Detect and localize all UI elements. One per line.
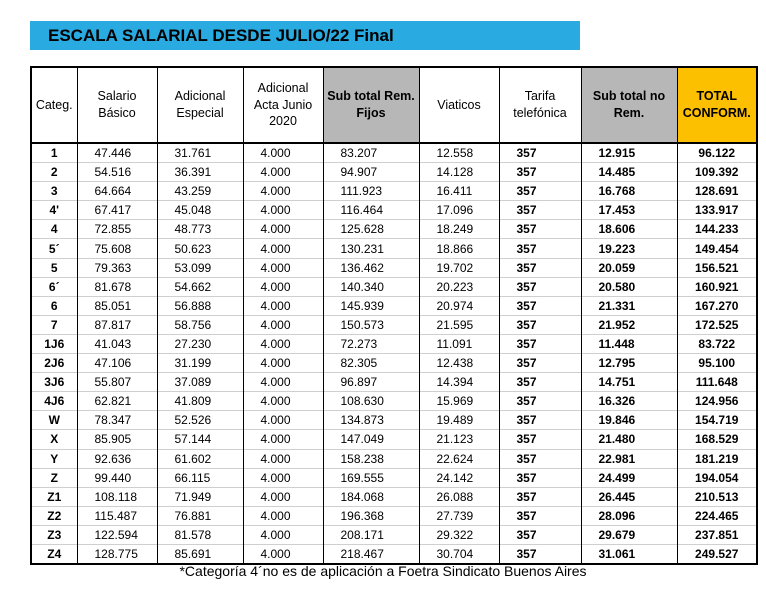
salary-scale-table [30, 66, 758, 565]
header-adicional-acta: Adicional Acta Junio 2020 [243, 67, 323, 143]
cell-categ: 2 [31, 163, 77, 182]
cell-adicional-acta: 4.000 [243, 487, 323, 506]
cell-viaticos: 21.123 [419, 430, 499, 449]
table-row [31, 201, 757, 220]
cell-subtotal-rem: 145.939 [323, 296, 419, 315]
cell-salario-basico: 47.106 [77, 354, 157, 373]
cell-categ: 4' [31, 201, 77, 220]
cell-salario-basico: 64.664 [77, 182, 157, 201]
cell-salario-basico: 122.594 [77, 525, 157, 544]
cell-adicional-especial: 53.099 [157, 258, 243, 277]
cell-subtotal-no-rem: 11.448 [581, 334, 677, 353]
cell-tarifa: 357 [499, 373, 581, 392]
cell-adicional-especial: 66.115 [157, 468, 243, 487]
cell-adicional-especial: 37.089 [157, 373, 243, 392]
cell-adicional-acta: 4.000 [243, 506, 323, 525]
cell-categ: 4J6 [31, 392, 77, 411]
table-row [31, 373, 757, 392]
cell-tarifa: 357 [499, 544, 581, 564]
cell-categ: 2J6 [31, 354, 77, 373]
cell-tarifa: 357 [499, 525, 581, 544]
cell-tarifa: 357 [499, 296, 581, 315]
header-viaticos: Viaticos [419, 67, 499, 143]
cell-salario-basico: 115.487 [77, 506, 157, 525]
cell-adicional-acta: 4.000 [243, 163, 323, 182]
cell-total-conform: 133.917 [677, 201, 757, 220]
cell-viaticos: 17.096 [419, 201, 499, 220]
header-tarifa-telefonica: Tarifa telefónica [499, 67, 581, 143]
cell-salario-basico: 55.807 [77, 373, 157, 392]
table-row [31, 334, 757, 353]
cell-subtotal-no-rem: 17.453 [581, 201, 677, 220]
cell-categ: Z4 [31, 544, 77, 564]
cell-adicional-acta: 4.000 [243, 354, 323, 373]
cell-subtotal-no-rem: 12.915 [581, 143, 677, 163]
cell-adicional-acta: 4.000 [243, 449, 323, 468]
cell-categ: W [31, 411, 77, 430]
cell-adicional-especial: 61.602 [157, 449, 243, 468]
cell-subtotal-no-rem: 16.326 [581, 392, 677, 411]
cell-tarifa: 357 [499, 430, 581, 449]
table-row [31, 220, 757, 239]
cell-categ: Z2 [31, 506, 77, 525]
cell-adicional-especial: 50.623 [157, 239, 243, 258]
cell-tarifa: 357 [499, 487, 581, 506]
table-row [31, 354, 757, 373]
cell-adicional-especial: 57.144 [157, 430, 243, 449]
cell-adicional-acta: 4.000 [243, 296, 323, 315]
cell-subtotal-rem: 196.368 [323, 506, 419, 525]
cell-tarifa: 357 [499, 182, 581, 201]
cell-subtotal-rem: 111.923 [323, 182, 419, 201]
cell-adicional-acta: 4.000 [243, 143, 323, 163]
cell-adicional-acta: 4.000 [243, 411, 323, 430]
cell-categ: 1 [31, 143, 77, 163]
table-row [31, 182, 757, 201]
cell-tarifa: 357 [499, 411, 581, 430]
cell-viaticos: 30.704 [419, 544, 499, 564]
cell-salario-basico: 87.817 [77, 315, 157, 334]
cell-categ: Z3 [31, 525, 77, 544]
cell-adicional-especial: 54.662 [157, 277, 243, 296]
cell-adicional-acta: 4.000 [243, 525, 323, 544]
cell-adicional-acta: 4.000 [243, 544, 323, 564]
cell-adicional-acta: 4.000 [243, 277, 323, 296]
cell-viaticos: 12.438 [419, 354, 499, 373]
header-subtotal-no-rem: Sub total no Rem. [581, 67, 677, 143]
cell-tarifa: 357 [499, 392, 581, 411]
cell-viaticos: 12.558 [419, 143, 499, 163]
cell-subtotal-no-rem: 20.059 [581, 258, 677, 277]
cell-categ: Z [31, 468, 77, 487]
table-row [31, 544, 757, 564]
header-total-conform: TOTAL CONFORM. [677, 67, 757, 143]
cell-total-conform: 144.233 [677, 220, 757, 239]
cell-adicional-especial: 76.881 [157, 506, 243, 525]
cell-subtotal-no-rem: 21.480 [581, 430, 677, 449]
cell-adicional-acta: 4.000 [243, 220, 323, 239]
cell-subtotal-rem: 169.555 [323, 468, 419, 487]
table-row [31, 430, 757, 449]
cell-subtotal-rem: 208.171 [323, 525, 419, 544]
cell-subtotal-no-rem: 14.751 [581, 373, 677, 392]
cell-subtotal-rem: 140.340 [323, 277, 419, 296]
cell-adicional-especial: 31.761 [157, 143, 243, 163]
table-title-bar [30, 21, 580, 50]
header-adicional-especial: Adicional Especial [157, 67, 243, 143]
cell-viaticos: 20.974 [419, 296, 499, 315]
cell-total-conform: 128.691 [677, 182, 757, 201]
cell-salario-basico: 81.678 [77, 277, 157, 296]
cell-adicional-especial: 45.048 [157, 201, 243, 220]
cell-total-conform: 109.392 [677, 163, 757, 182]
cell-adicional-acta: 4.000 [243, 258, 323, 277]
cell-subtotal-rem: 150.573 [323, 315, 419, 334]
cell-salario-basico: 128.775 [77, 544, 157, 564]
header-categ: Categ. [31, 67, 77, 143]
cell-total-conform: 210.513 [677, 487, 757, 506]
cell-subtotal-no-rem: 29.679 [581, 525, 677, 544]
cell-categ: 5 [31, 258, 77, 277]
cell-total-conform: 167.270 [677, 296, 757, 315]
cell-total-conform: 149.454 [677, 239, 757, 258]
cell-total-conform: 160.921 [677, 277, 757, 296]
cell-adicional-acta: 4.000 [243, 334, 323, 353]
cell-subtotal-rem: 125.628 [323, 220, 419, 239]
table-row [31, 506, 757, 525]
cell-viaticos: 20.223 [419, 277, 499, 296]
cell-adicional-acta: 4.000 [243, 182, 323, 201]
cell-adicional-especial: 48.773 [157, 220, 243, 239]
cell-total-conform: 111.648 [677, 373, 757, 392]
table-row [31, 449, 757, 468]
cell-tarifa: 357 [499, 449, 581, 468]
cell-total-conform: 181.219 [677, 449, 757, 468]
cell-subtotal-no-rem: 19.223 [581, 239, 677, 258]
cell-adicional-acta: 4.000 [243, 392, 323, 411]
table-row [31, 468, 757, 487]
cell-salario-basico: 108.118 [77, 487, 157, 506]
cell-adicional-especial: 85.691 [157, 544, 243, 564]
cell-subtotal-no-rem: 16.768 [581, 182, 677, 201]
cell-total-conform: 237.851 [677, 525, 757, 544]
table-row [31, 163, 757, 182]
cell-viaticos: 15.969 [419, 392, 499, 411]
cell-total-conform: 168.529 [677, 430, 757, 449]
cell-salario-basico: 41.043 [77, 334, 157, 353]
cell-tarifa: 357 [499, 468, 581, 487]
cell-tarifa: 357 [499, 163, 581, 182]
cell-categ: Y [31, 449, 77, 468]
cell-categ: 6 [31, 296, 77, 315]
cell-total-conform: 124.956 [677, 392, 757, 411]
cell-tarifa: 357 [499, 201, 581, 220]
cell-total-conform: 194.054 [677, 468, 757, 487]
cell-subtotal-rem: 116.464 [323, 201, 419, 220]
cell-viaticos: 18.249 [419, 220, 499, 239]
cell-adicional-especial: 58.756 [157, 315, 243, 334]
table-row [31, 392, 757, 411]
cell-subtotal-rem: 83.207 [323, 143, 419, 163]
header-subtotal-rem: Sub total Rem. Fijos [323, 67, 419, 143]
cell-viaticos: 18.866 [419, 239, 499, 258]
table-row [31, 258, 757, 277]
cell-adicional-acta: 4.000 [243, 430, 323, 449]
cell-subtotal-rem: 136.462 [323, 258, 419, 277]
cell-adicional-acta: 4.000 [243, 201, 323, 220]
cell-subtotal-no-rem: 21.331 [581, 296, 677, 315]
cell-categ: 3J6 [31, 373, 77, 392]
cell-subtotal-no-rem: 18.606 [581, 220, 677, 239]
table-row [31, 525, 757, 544]
cell-salario-basico: 67.417 [77, 201, 157, 220]
table-row [31, 277, 757, 296]
table-row [31, 296, 757, 315]
table-body [31, 143, 757, 564]
table-row [31, 239, 757, 258]
cell-viaticos: 24.142 [419, 468, 499, 487]
cell-subtotal-rem: 94.907 [323, 163, 419, 182]
cell-total-conform: 83.722 [677, 334, 757, 353]
cell-tarifa: 357 [499, 334, 581, 353]
header-salario-basico: Salario Básico [77, 67, 157, 143]
cell-viaticos: 16.411 [419, 182, 499, 201]
table-row [31, 411, 757, 430]
cell-subtotal-rem: 147.049 [323, 430, 419, 449]
cell-subtotal-rem: 82.305 [323, 354, 419, 373]
cell-subtotal-no-rem: 22.981 [581, 449, 677, 468]
cell-viaticos: 27.739 [419, 506, 499, 525]
cell-subtotal-no-rem: 31.061 [581, 544, 677, 564]
cell-adicional-especial: 52.526 [157, 411, 243, 430]
cell-total-conform: 156.521 [677, 258, 757, 277]
cell-categ: 3 [31, 182, 77, 201]
cell-total-conform: 96.122 [677, 143, 757, 163]
cell-viaticos: 19.489 [419, 411, 499, 430]
cell-categ: 1J6 [31, 334, 77, 353]
cell-adicional-acta: 4.000 [243, 373, 323, 392]
cell-subtotal-rem: 108.630 [323, 392, 419, 411]
cell-adicional-acta: 4.000 [243, 468, 323, 487]
cell-categ: 7 [31, 315, 77, 334]
cell-adicional-acta: 4.000 [243, 315, 323, 334]
cell-tarifa: 357 [499, 315, 581, 334]
cell-salario-basico: 47.446 [77, 143, 157, 163]
cell-salario-basico: 78.347 [77, 411, 157, 430]
cell-adicional-especial: 36.391 [157, 163, 243, 182]
footnote: *Categoría 4´no es de aplicación a Foetra Sindicato Buenos Aires [179, 563, 587, 579]
cell-viaticos: 26.088 [419, 487, 499, 506]
table-row [31, 315, 757, 334]
cell-subtotal-no-rem: 21.952 [581, 315, 677, 334]
cell-tarifa: 357 [499, 506, 581, 525]
cell-categ: 4 [31, 220, 77, 239]
cell-salario-basico: 79.363 [77, 258, 157, 277]
cell-viaticos: 14.128 [419, 163, 499, 182]
cell-subtotal-no-rem: 20.580 [581, 277, 677, 296]
cell-viaticos: 29.322 [419, 525, 499, 544]
cell-salario-basico: 72.855 [77, 220, 157, 239]
cell-subtotal-rem: 158.238 [323, 449, 419, 468]
cell-subtotal-no-rem: 28.096 [581, 506, 677, 525]
cell-salario-basico: 54.516 [77, 163, 157, 182]
cell-subtotal-no-rem: 24.499 [581, 468, 677, 487]
cell-salario-basico: 62.821 [77, 392, 157, 411]
cell-total-conform: 224.465 [677, 506, 757, 525]
cell-adicional-especial: 31.199 [157, 354, 243, 373]
cell-categ: 5´ [31, 239, 77, 258]
cell-total-conform: 172.525 [677, 315, 757, 334]
cell-viaticos: 22.624 [419, 449, 499, 468]
cell-total-conform: 249.527 [677, 544, 757, 564]
cell-categ: Z1 [31, 487, 77, 506]
cell-tarifa: 357 [499, 220, 581, 239]
cell-tarifa: 357 [499, 239, 581, 258]
cell-salario-basico: 92.636 [77, 449, 157, 468]
cell-viaticos: 21.595 [419, 315, 499, 334]
cell-tarifa: 357 [499, 354, 581, 373]
cell-adicional-especial: 43.259 [157, 182, 243, 201]
cell-categ: X [31, 430, 77, 449]
cell-adicional-especial: 81.578 [157, 525, 243, 544]
cell-tarifa: 357 [499, 277, 581, 296]
cell-subtotal-rem: 72.273 [323, 334, 419, 353]
table-title: ESCALA SALARIAL DESDE JULIO/22 Final [48, 25, 394, 45]
cell-salario-basico: 75.608 [77, 239, 157, 258]
cell-categ: 6´ [31, 277, 77, 296]
cell-subtotal-rem: 184.068 [323, 487, 419, 506]
cell-subtotal-no-rem: 19.846 [581, 411, 677, 430]
cell-total-conform: 95.100 [677, 354, 757, 373]
cell-total-conform: 154.719 [677, 411, 757, 430]
cell-viaticos: 11.091 [419, 334, 499, 353]
cell-adicional-especial: 41.809 [157, 392, 243, 411]
cell-subtotal-rem: 134.873 [323, 411, 419, 430]
cell-salario-basico: 99.440 [77, 468, 157, 487]
cell-subtotal-no-rem: 26.445 [581, 487, 677, 506]
cell-adicional-especial: 71.949 [157, 487, 243, 506]
cell-adicional-especial: 27.230 [157, 334, 243, 353]
cell-adicional-especial: 56.888 [157, 296, 243, 315]
cell-adicional-acta: 4.000 [243, 239, 323, 258]
cell-subtotal-no-rem: 12.795 [581, 354, 677, 373]
table-row [31, 487, 757, 506]
cell-salario-basico: 85.051 [77, 296, 157, 315]
cell-subtotal-no-rem: 14.485 [581, 163, 677, 182]
cell-subtotal-rem: 96.897 [323, 373, 419, 392]
cell-subtotal-rem: 130.231 [323, 239, 419, 258]
cell-viaticos: 14.394 [419, 373, 499, 392]
cell-tarifa: 357 [499, 258, 581, 277]
header-row [31, 67, 757, 143]
cell-viaticos: 19.702 [419, 258, 499, 277]
cell-salario-basico: 85.905 [77, 430, 157, 449]
cell-subtotal-rem: 218.467 [323, 544, 419, 564]
table-row [31, 143, 757, 163]
cell-tarifa: 357 [499, 143, 581, 163]
